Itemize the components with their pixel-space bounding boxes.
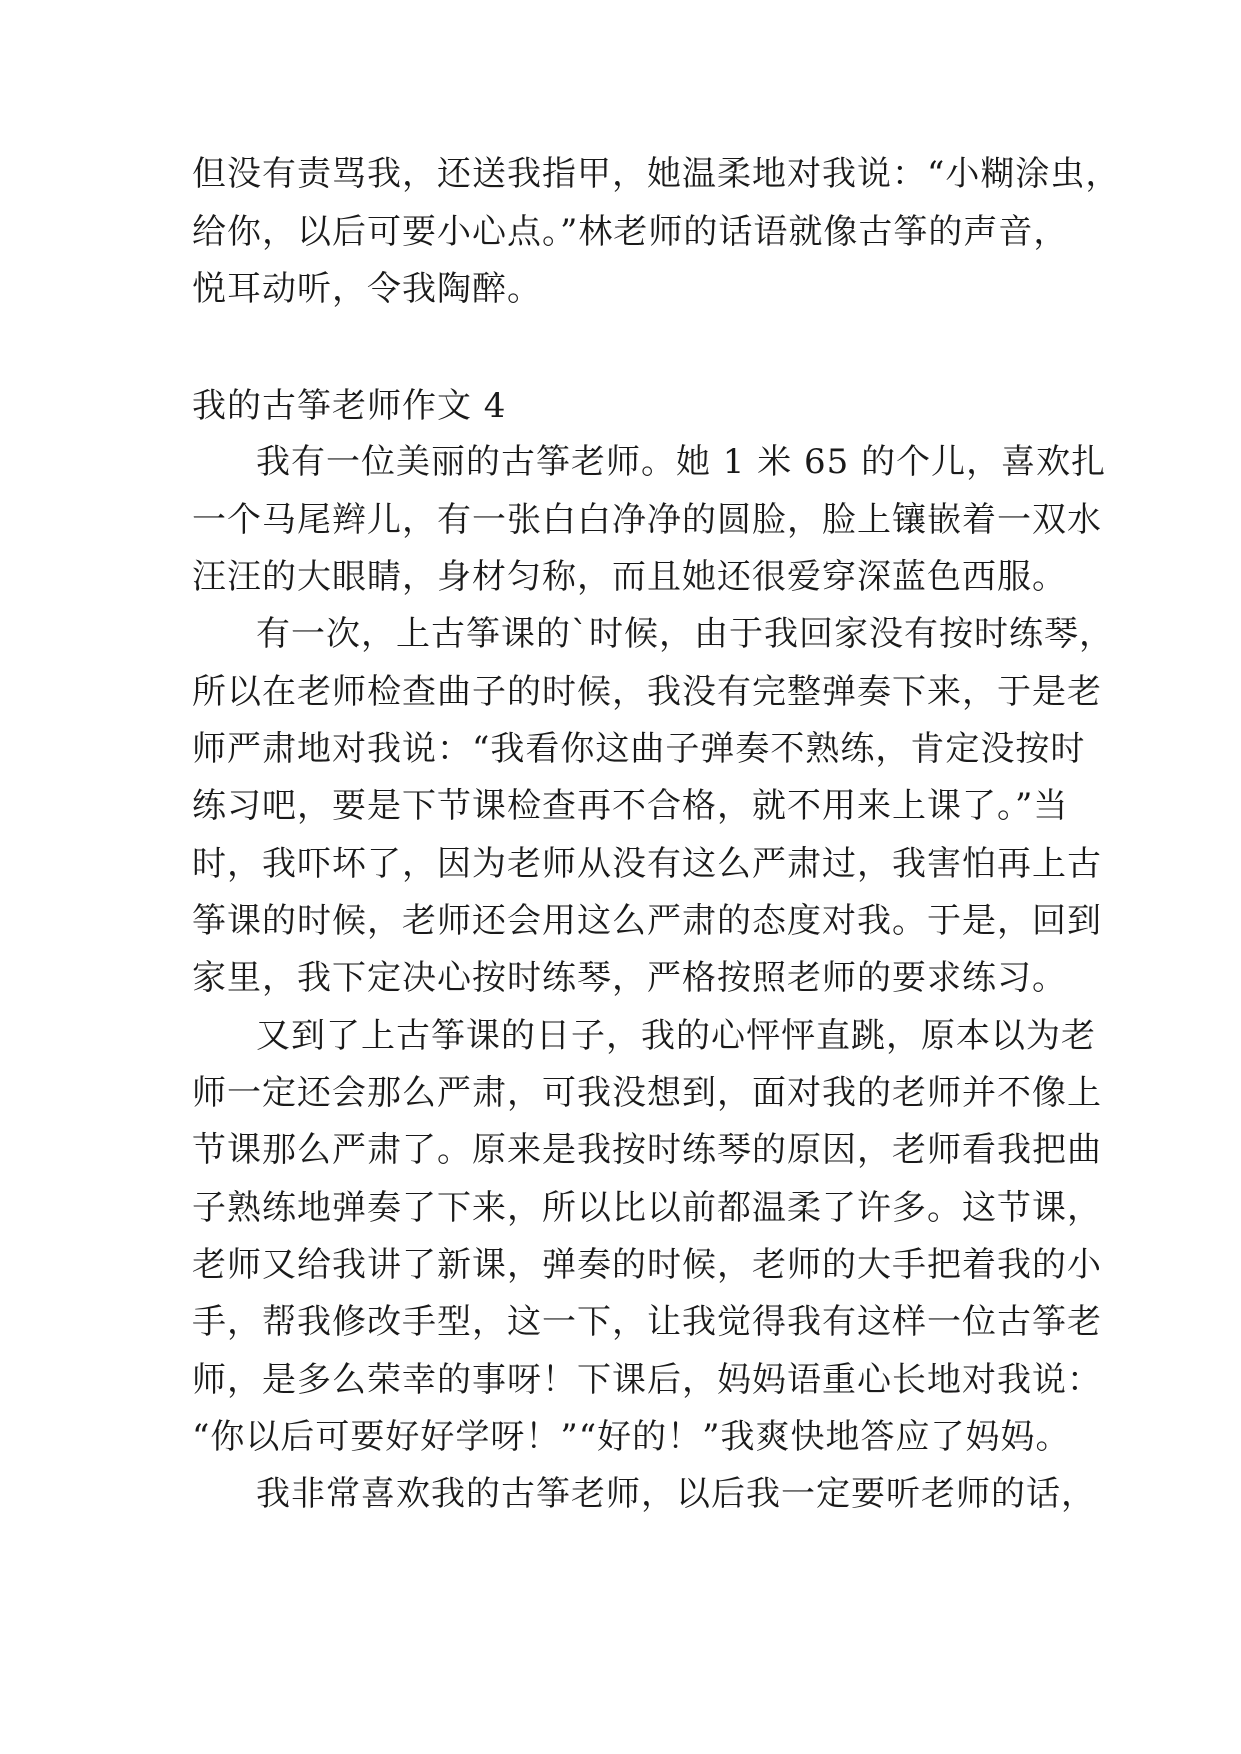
body-line: “你以后可要好好学呀！”“好的！”我爽快地答应了妈妈。	[192, 1417, 1071, 1457]
body-line: 节课那么严肃了。原来是我按时练琴的原因，老师看我把曲	[192, 1130, 1102, 1170]
body-line: 一个马尾辫儿，有一张白白净净的圆脸，脸上镶嵌着一双水	[192, 500, 1102, 540]
body-line: 手，帮我修改手型，这一下，让我觉得我有这样一位古筝老	[192, 1302, 1102, 1342]
body-line: 时，我吓坏了，因为老师从没有这么严肃过，我害怕再上古	[192, 844, 1102, 884]
paragraph-first-line: 有一次，上古筝课的`时候，由于我回家没有按时练琴，	[256, 614, 1114, 654]
paragraph-first-line: 又到了上古筝课的日子，我的心怦怦直跳，原本以为老	[256, 1016, 1096, 1056]
body-line: 师一定还会那么严肃，可我没想到，面对我的老师并不像上	[192, 1073, 1102, 1113]
section-heading: 我的古筝老师作文 4	[192, 386, 507, 426]
body-line: 所以在老师检查曲子的时候，我没有完整弹奏下来，于是老	[192, 672, 1102, 712]
body-line: 筝课的时候，老师还会用这么严肃的态度对我。于是，回到	[192, 901, 1102, 941]
body-line: 但没有责骂我，还送我指甲，她温柔地对我说：“小糊涂虫，	[192, 154, 1121, 194]
body-line: 师，是多么荣幸的事呀！下课后，妈妈语重心长地对我说：	[192, 1360, 1102, 1400]
body-line: 汪汪的大眼睛，身材匀称，而且她还很爱穿深蓝色西服。	[192, 557, 1067, 597]
paragraph-first-line: 我非常喜欢我的古筝老师，以后我一定要听老师的话，	[256, 1474, 1096, 1514]
body-line: 老师又给我讲了新课，弹奏的时候，老师的大手把着我的小	[192, 1245, 1102, 1285]
paragraph-first-line: 我有一位美丽的古筝老师。她 1 米 65 的个儿，喜欢扎	[256, 442, 1107, 482]
body-line: 给你，以后可要小心点。”林老师的话语就像古筝的声音，	[192, 212, 1069, 252]
body-line: 练习吧，要是下节课检查再不合格，就不用来上课了。”当	[192, 786, 1069, 826]
body-line: 师严肃地对我说：“我看你这曲子弹奏不熟练，肯定没按时	[192, 729, 1086, 769]
body-line: 悦耳动听，令我陶醉。	[192, 269, 542, 309]
body-line: 子熟练地弹奏了下来，所以比以前都温柔了许多。这节课，	[192, 1188, 1102, 1228]
body-line: 家里，我下定决心按时练琴，严格按照老师的要求练习。	[192, 958, 1067, 998]
